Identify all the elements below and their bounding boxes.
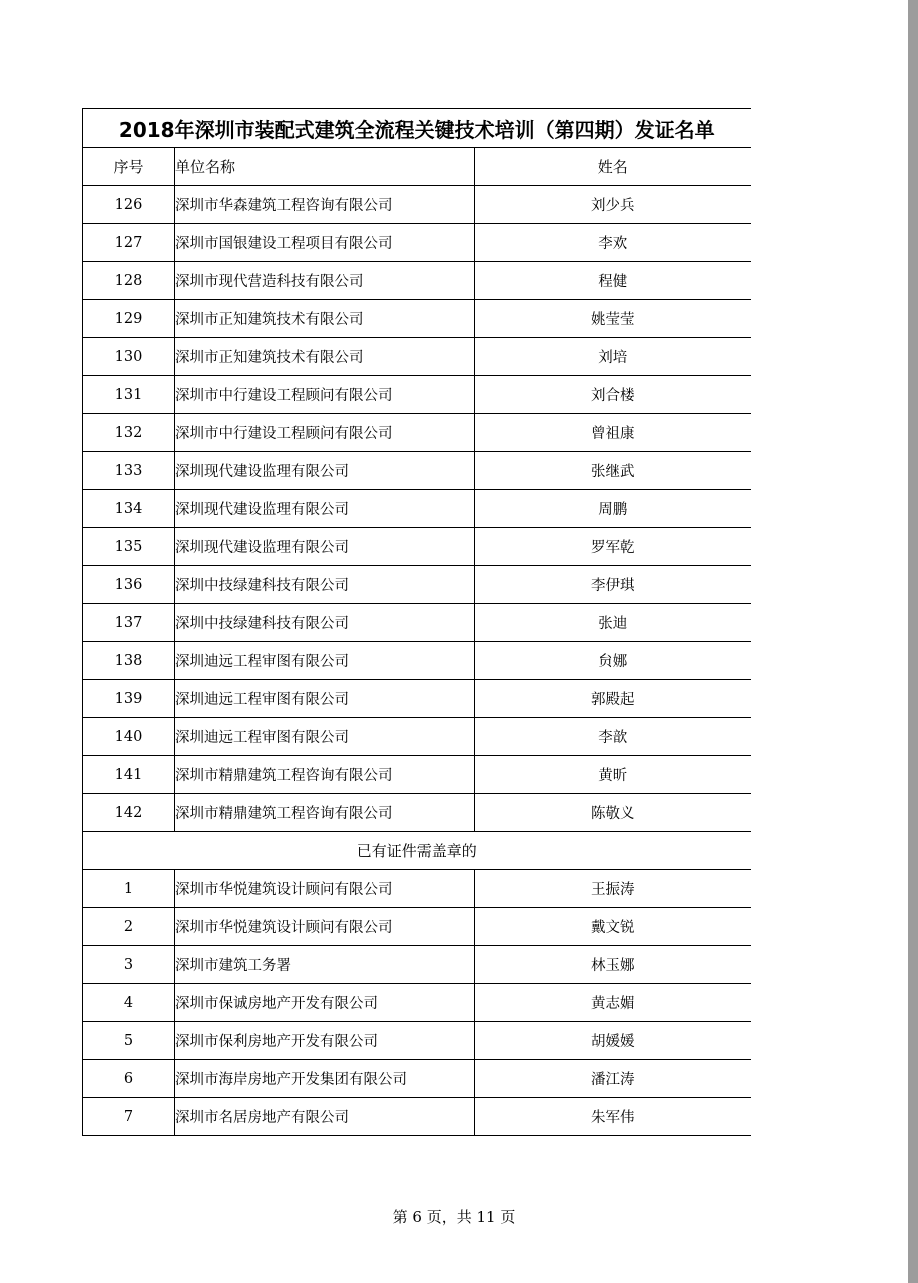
row-unit: 深圳迪远工程审图有限公司 (175, 718, 475, 756)
row-seq: 132 (83, 414, 175, 452)
table-row (83, 528, 751, 566)
header-row (83, 148, 751, 186)
table-row (83, 490, 751, 528)
row-name: 张迪 (475, 604, 751, 642)
document-title: 2018年深圳市装配式建筑全流程关键技术培训（第四期）发证名单 (83, 109, 751, 148)
table-row (83, 376, 751, 414)
row-name: 程健 (475, 262, 751, 300)
row-unit: 深圳迪远工程审图有限公司 (175, 642, 475, 680)
row-seq: 141 (83, 756, 175, 794)
row-seq: 128 (83, 262, 175, 300)
header-name: 姓名 (475, 148, 751, 186)
row-seq: 4 (83, 984, 175, 1022)
table-row (83, 224, 751, 262)
row-name: 刘培 (475, 338, 751, 376)
row-name: 林玉娜 (475, 946, 751, 984)
row-unit: 深圳市中行建设工程顾问有限公司 (175, 414, 475, 452)
table-row (83, 414, 751, 452)
table-row (83, 452, 751, 490)
table-row (83, 794, 751, 832)
row-seq: 6 (83, 1060, 175, 1098)
table-row (83, 1098, 751, 1136)
row-name: 李伊琪 (475, 566, 751, 604)
row-seq: 136 (83, 566, 175, 604)
row-seq: 137 (83, 604, 175, 642)
page-footer: 第 6 页，共 11 页 (392, 1208, 516, 1226)
row-unit: 深圳市建筑工务署 (175, 946, 475, 984)
row-name: 朱军伟 (475, 1098, 751, 1136)
row-name: 戴文锐 (475, 908, 751, 946)
row-seq: 140 (83, 718, 175, 756)
table-row (83, 300, 751, 338)
row-unit: 深圳中技绿建科技有限公司 (175, 604, 475, 642)
table-row (83, 262, 751, 300)
row-name: 姚莹莹 (475, 300, 751, 338)
row-seq: 127 (83, 224, 175, 262)
table-row (83, 186, 751, 224)
row-seq: 134 (83, 490, 175, 528)
row-unit: 深圳市现代营造科技有限公司 (175, 262, 475, 300)
row-seq: 3 (83, 946, 175, 984)
row-seq: 142 (83, 794, 175, 832)
table-row (83, 718, 751, 756)
row-name: 黄志媚 (475, 984, 751, 1022)
row-name: 刘合楼 (475, 376, 751, 414)
page-edge-strip (908, 0, 918, 1283)
row-seq: 130 (83, 338, 175, 376)
row-seq: 133 (83, 452, 175, 490)
row-unit: 深圳市精鼎建筑工程咨询有限公司 (175, 756, 475, 794)
row-unit: 深圳中技绿建科技有限公司 (175, 566, 475, 604)
row-seq: 131 (83, 376, 175, 414)
row-seq: 135 (83, 528, 175, 566)
row-unit: 深圳市精鼎建筑工程咨询有限公司 (175, 794, 475, 832)
row-unit: 深圳现代建设监理有限公司 (175, 528, 475, 566)
table-row (83, 604, 751, 642)
row-unit: 深圳市国银建设工程项目有限公司 (175, 224, 475, 262)
row-name: 李歆 (475, 718, 751, 756)
row-name: 张继武 (475, 452, 751, 490)
row-name: 刘少兵 (475, 186, 751, 224)
section-label: 已有证件需盖章的 (83, 832, 751, 870)
table-row (83, 946, 751, 984)
table-row (83, 1060, 751, 1098)
table-row (83, 908, 751, 946)
row-unit: 深圳市中行建设工程顾问有限公司 (175, 376, 475, 414)
row-unit: 深圳市华悦建筑设计顾问有限公司 (175, 908, 475, 946)
row-name: 王振涛 (475, 870, 751, 908)
table-row (83, 1022, 751, 1060)
table-row (83, 984, 751, 1022)
row-unit: 深圳市保利房地产开发有限公司 (175, 1022, 475, 1060)
row-seq: 129 (83, 300, 175, 338)
table-row (83, 680, 751, 718)
header-unit: 单位名称 (175, 148, 475, 186)
row-unit: 深圳现代建设监理有限公司 (175, 452, 475, 490)
row-name: 郭殿起 (475, 680, 751, 718)
row-unit: 深圳市正知建筑技术有限公司 (175, 338, 475, 376)
table-row (83, 642, 751, 680)
row-unit: 深圳迪远工程审图有限公司 (175, 680, 475, 718)
title-row (83, 109, 751, 148)
section-row (83, 832, 751, 870)
row-unit: 深圳市正知建筑技术有限公司 (175, 300, 475, 338)
row-seq: 2 (83, 908, 175, 946)
row-name: 陈敬义 (475, 794, 751, 832)
row-name: 曾祖康 (475, 414, 751, 452)
row-seq: 5 (83, 1022, 175, 1060)
row-name: 潘江涛 (475, 1060, 751, 1098)
row-name: 周鹏 (475, 490, 751, 528)
row-seq: 126 (83, 186, 175, 224)
header-seq: 序号 (83, 148, 175, 186)
row-unit: 深圳市名居房地产有限公司 (175, 1098, 475, 1136)
row-seq: 7 (83, 1098, 175, 1136)
table-row (83, 338, 751, 376)
row-unit: 深圳市海岸房地产开发集团有限公司 (175, 1060, 475, 1098)
row-name: 黄昕 (475, 756, 751, 794)
row-seq: 1 (83, 870, 175, 908)
row-unit: 深圳市保诚房地产开发有限公司 (175, 984, 475, 1022)
table-row (83, 756, 751, 794)
row-name: 胡媛媛 (475, 1022, 751, 1060)
row-unit: 深圳现代建设监理有限公司 (175, 490, 475, 528)
certificate-roster-table (82, 108, 751, 1136)
table-row (83, 870, 751, 908)
row-seq: 139 (83, 680, 175, 718)
row-name: 罗军乾 (475, 528, 751, 566)
row-seq: 138 (83, 642, 175, 680)
row-name: 李欢 (475, 224, 751, 262)
row-name: 贠娜 (475, 642, 751, 680)
table-row (83, 566, 751, 604)
row-unit: 深圳市华森建筑工程咨询有限公司 (175, 186, 475, 224)
row-unit: 深圳市华悦建筑设计顾问有限公司 (175, 870, 475, 908)
